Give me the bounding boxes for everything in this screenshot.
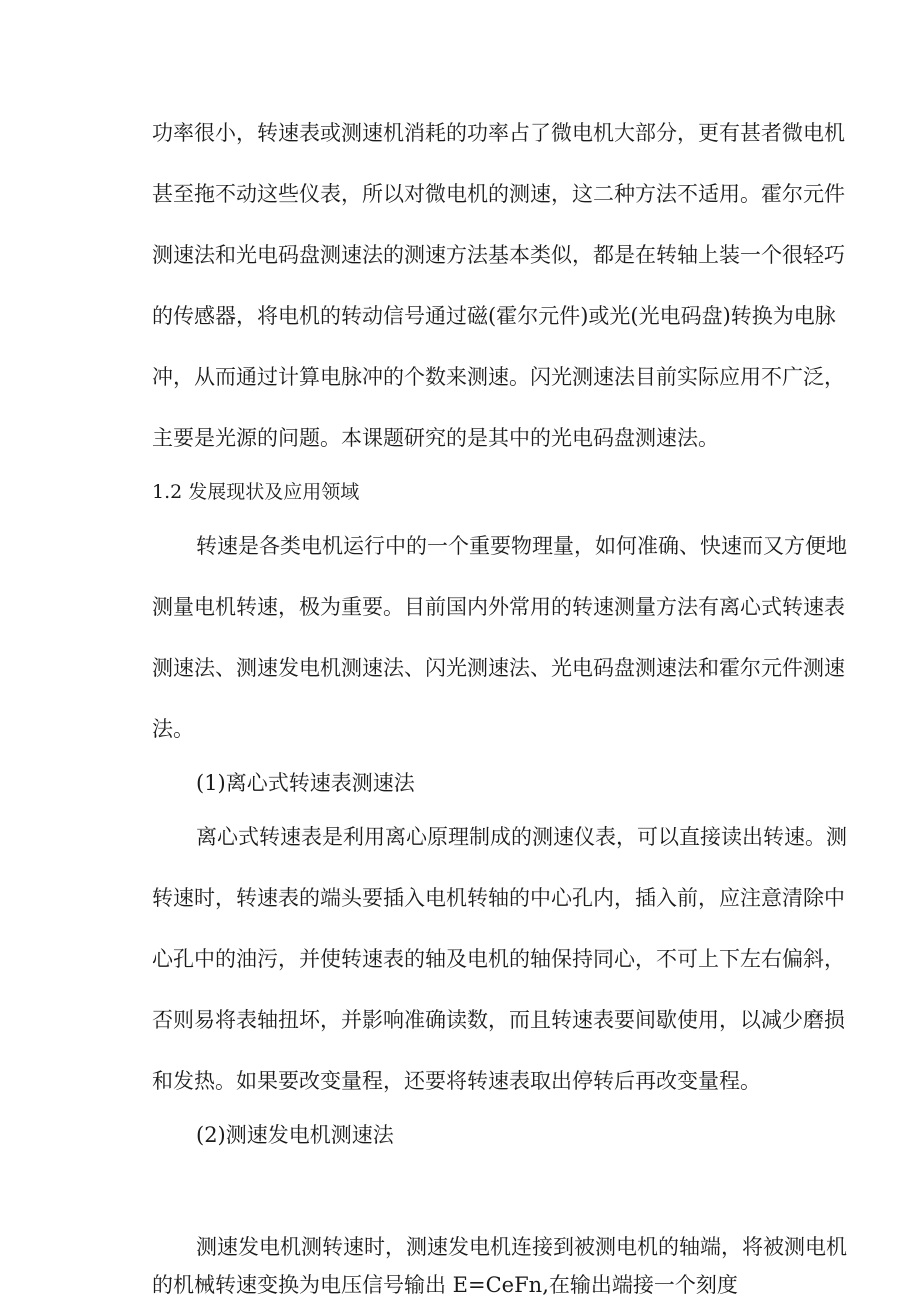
- paragraph-line: 测量电机转速，极为重要。目前国内外常用的转速测量方法有离心式转速表: [152, 595, 845, 619]
- subheading: (1)离心式转速表测速法: [196, 771, 415, 795]
- paragraph-line: 功率很小，转速表或测速机消耗的功率占了微电机大部分，更有甚者微电机: [152, 121, 845, 145]
- paragraph-line: 心孔中的油污，并使转速表的轴及电机的轴保持同心，不可上下左右偏斜，: [152, 947, 845, 971]
- paragraph-line: 测速法、测速发电机测速法、闪光测速法、光电码盘测速法和霍尔元件测速: [152, 656, 845, 680]
- paragraph-line: 测速法和光电码盘测速法的测速方法基本类似，都是在转轴上装一个很轻巧: [152, 243, 845, 267]
- paragraph-line: 冲，从而通过计算电脉冲的个数来测速。闪光测速法目前实际应用不广泛，: [152, 365, 845, 389]
- paragraph-line: 和发热。如果要改变量程，还要将转速表取出停转后再改变量程。: [152, 1069, 761, 1093]
- paragraph-line: 主要是光源的问题。本课题研究的是其中的光电码盘测速法。: [152, 426, 719, 450]
- paragraph-line: 转速是各类电机运行中的一个重要物理量，如何准确、快速而又方便地: [196, 534, 847, 558]
- paragraph-line: 否则易将表轴扭坏，并影响准确读数，而且转速表要间歇使用，以减少磨损: [152, 1008, 845, 1032]
- paragraph-line: 的机械转速变换为电压信号输出 E=CeFn,在输出端接一个刻度: [152, 1273, 738, 1297]
- paragraph-line: 的传感器，将电机的转动信号通过磁(霍尔元件)或光(光电码盘)转换为电脉: [152, 304, 836, 328]
- paragraph-line: 转速时，转速表的端头要插入电机转轴的中心孔内，插入前，应注意清除中: [152, 886, 845, 910]
- paragraph-line: 离心式转速表是利用离心原理制成的测速仪表，可以直接读出转速。测: [196, 825, 847, 849]
- subheading: (2)测速发电机测速法: [196, 1123, 394, 1147]
- section-heading: 1.2 发展现状及应用领域: [152, 481, 360, 503]
- paragraph-line: 测速发电机测转速时，测速发电机连接到被测电机的轴端，将被测电机: [196, 1235, 847, 1259]
- paragraph-line: 法。: [152, 717, 194, 741]
- paragraph-line: 甚至拖不动这些仪表，所以对微电机的测速，这二种方法不适用。霍尔元件: [152, 182, 845, 206]
